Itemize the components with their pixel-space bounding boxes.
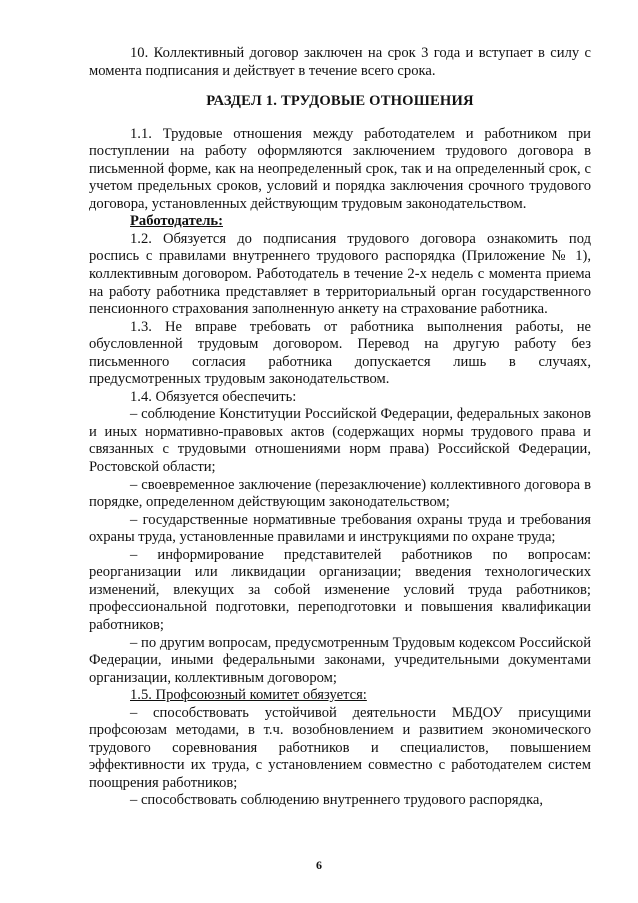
paragraph-1-1: 1.1. Трудовые отношения между работодателем и работником при поступлении на работу оформляются заключением трудового договора в письменной форме, как на неопределенный срок, так и на определенный срок, с учетом предельных сроков, условий и порядка заключения срочного трудового договора, установленных действующим трудовым законодательством.	[89, 125, 591, 212]
list-item: – способствовать устойчивой деятельности МБДОУ присущими профсоюзам методами, в т.ч. возобновлением и развитием экономического трудового соревнования работников и специалистов, повышением эффективности их труда, с установлением совместно с работодателем систем поощрения работников;	[89, 704, 591, 791]
list-item: – своевременное заключение (перезаключение) коллективного договора в порядке, определенном действующим законодательством;	[89, 476, 591, 511]
list-item: – информирование представителей работников по вопросам: реорганизации или ликвидации организации; введения технологических изменений, влекущих за собой изменение условий труда работников; профессиональной подготовки, переподготовки и повышения квалификации работников;	[89, 546, 591, 633]
union-heading: 1.5. Профсоюзный комитет обязуется:	[130, 687, 367, 704]
paragraph-1-4: 1.4. Обязуется обеспечить:	[130, 388, 297, 405]
list-item: – по другим вопросам, предусмотренным Трудовым кодексом Российской Федерации, иными федеральными законами, учредительными документами организации, коллективным договором;	[89, 634, 591, 686]
employer-heading: Работодатель:	[130, 213, 223, 230]
employer-heading-line	[89, 213, 591, 231]
paragraph-1-2: 1.2. Обязуется до подписания трудового договора ознакомить под роспись с правилами внутреннего трудового распорядка (Приложение № 1), коллективным договором. Работодатель в течение 2-х недель с момента приема на работу работника представляет в территориальный орган государственного пенсионного страхования заполненную анкету на страхование работника.	[89, 230, 591, 318]
page-body	[89, 45, 591, 810]
list-item: – способствовать соблюдению внутреннего трудового распорядка,	[130, 792, 544, 809]
paragraph-10: 10. Коллективный договор заключен на срок 3 года и вступает в силу с момента подписания и действует в течение всего срока.	[89, 45, 591, 79]
list-item: – соблюдение Конституции Российской Федерации, федеральных законов и иных нормативно-правовых актов (содержащих нормы трудового права и связанных с трудовыми отношениями норм права) Российской Федерации, Ростовской области;	[89, 406, 591, 476]
list-item: – государственные нормативные требования охраны труда и требования охраны труда, установленные правилами и инструкциями по охране труда;	[89, 511, 591, 546]
union-heading-line	[89, 687, 591, 705]
paragraph-1-3: 1.3. Не вправе требовать от работника выполнения работы, не обусловленной трудовым договором. Перевод на другую работу без письменного согласия работника допускается лишь в случаях, предусмотренных трудовым законодательством.	[89, 318, 591, 388]
section-heading: РАЗДЕЛ 1. ТРУДОВЫЕ ОТНОШЕНИЯ	[206, 93, 474, 110]
page-number: 6	[316, 858, 322, 872]
